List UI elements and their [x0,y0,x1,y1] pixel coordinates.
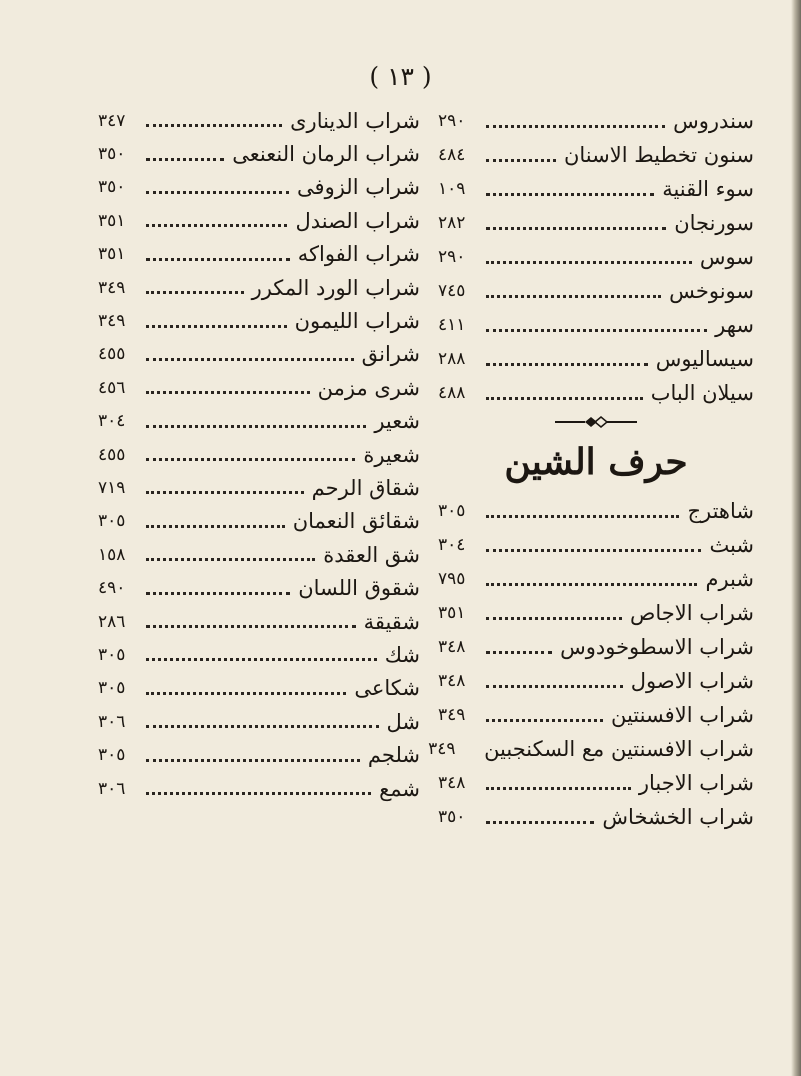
entry-term: سهر [715,313,754,337]
dot-leader [486,583,697,586]
dot-leader [486,617,622,620]
dot-leader [486,159,556,162]
entry-term: شراب الورد المكرر [251,275,420,300]
entry-page-number: ٣٠٥ [438,501,466,521]
index-entry [438,562,754,596]
entry-term: شاهترج [687,499,754,523]
entry-term: سوء القنية [662,177,754,201]
entry-page-number: ٣٤٧ [98,110,126,131]
dot-leader [486,515,679,518]
index-entry [438,528,754,562]
dot-leader [146,291,244,294]
entry-page-number: ٣٥١ [98,210,126,231]
entry-term: شكاعى [354,676,420,701]
dot-leader [146,258,290,261]
index-entry [98,438,420,471]
dot-leader [486,549,701,552]
entry-term: شقوق اللسان [298,576,420,601]
index-column-left [98,104,420,805]
index-entry [438,274,754,308]
index-entry [98,638,420,671]
entry-page-number: ٣٥٠ [98,177,126,198]
entry-page-number: ٤٨٤ [438,145,466,165]
entry-term: سيساليوس [655,347,754,371]
entry-page-number: ٣٤٩ [98,277,126,298]
dot-leader [486,821,594,824]
entry-term: سيلان الباب [650,381,754,405]
entry-term: شراب الدينارى [290,108,420,133]
entry-page-number: ٢٨٦ [98,611,126,632]
entry-page-number: ٤٥٦ [98,377,126,398]
dot-leader [146,592,290,595]
entry-page-number: ٧٤٥ [438,281,466,301]
dot-leader [146,692,346,695]
dot-leader [486,227,666,230]
index-entry [438,138,754,172]
index-entry [438,308,754,342]
entry-page-number: ٣٠٤ [98,411,126,432]
index-entry [98,204,420,237]
index-entry [98,104,420,137]
index-entry [438,630,754,664]
entry-term: شراب الليمون [294,309,420,334]
dot-leader [486,787,631,790]
entry-page-number: ٣٥٠ [438,807,466,827]
dot-leader [146,625,356,628]
dot-leader [486,329,707,332]
entry-page-number: ٣٥١ [98,244,126,265]
index-entry [98,571,420,604]
dot-leader [486,719,603,722]
dot-leader [146,391,310,394]
entry-page-number: ٣٥١ [438,603,466,623]
entry-term: شبرم [705,567,754,591]
entry-page-number: ٣٠٦ [98,711,126,732]
entry-page-number: ١٠٩ [438,179,466,199]
entry-term: شرى مزمن [317,375,420,400]
entry-page-number: ٢٩٠ [438,247,466,267]
page-number: ( ١٣ ) [369,62,432,91]
entry-page-number: ٣٤٨ [438,773,466,793]
entry-page-number: ٣٠٦ [98,778,126,799]
dot-leader [146,358,354,361]
entry-term: شقيقة [363,609,420,634]
index-entry [98,605,420,638]
index-entry [428,732,754,766]
entry-term: شراب الاجبار [638,771,754,795]
dot-leader [146,425,366,428]
entry-term: سنون تخطيط الاسنان [563,143,754,167]
entry-page-number: ٤١١ [438,315,466,335]
dot-leader [486,125,665,128]
dot-leader [486,685,623,688]
index-entry [438,240,754,274]
index-entry [98,738,420,771]
section-heading: حرف الشين [504,441,688,483]
entry-term: شبث [709,533,754,557]
index-entry [438,800,754,834]
entry-page-number: ٤٩٠ [98,578,126,599]
index-entry [438,342,754,376]
entry-term: سندروس [673,109,754,133]
entry-page-number: ٤٥٥ [98,344,126,365]
entry-page-number: ٣٥٠ [98,144,126,165]
index-entry [98,672,420,705]
entry-page-number: ٣٠٥ [98,511,126,532]
entry-term: شراب الافسنتين [610,703,754,727]
index-entry [98,171,420,204]
dot-leader [146,191,289,194]
index-entry [438,104,754,138]
index-entry [98,238,420,271]
index-entry [98,405,420,438]
dot-leader [146,158,224,161]
entry-page-number: ٣٤٨ [438,637,466,657]
entry-term: شراب الاجاص [629,601,754,625]
index-column-right [428,104,754,834]
entry-term: سونوخس [669,279,754,303]
index-entry [98,271,420,304]
index-entry [438,494,754,528]
dot-leader [146,491,304,494]
entry-page-number: ٣٠٥ [98,745,126,766]
index-entry [438,206,754,240]
dot-leader [146,525,285,528]
entry-term: سورنجان [674,211,754,235]
dot-leader [146,725,379,728]
dot-leader [146,658,377,661]
dot-leader [146,458,355,461]
entry-page-number: ٣٤٩ [428,739,456,759]
entry-term: شك [384,642,420,667]
entry-term: شراب الاصول [630,669,754,693]
entry-term: شعيرة [363,442,420,467]
entry-term: شلجم [367,743,420,768]
entry-term: سوس [699,245,754,269]
entry-term: شقاق الرحم [311,475,420,500]
index-entry [98,471,420,504]
entry-page-number: ٣٠٥ [98,678,126,699]
index-entry [98,538,420,571]
entry-term: شمع [379,776,420,801]
entry-page-number: ٣٤٩ [98,311,126,332]
entry-term: شراب الصندل [295,208,420,233]
entry-page-number: ١٥٨ [98,544,126,565]
entry-page-number: ٣٤٨ [438,671,466,691]
entry-page-number: ٤٥٥ [98,444,126,465]
entry-page-number: ٤٨٨ [438,383,466,403]
page-edge-shadow [791,0,801,1076]
dot-leader [146,325,287,328]
index-entry [438,596,754,630]
entry-term: شراب الخشخاش [602,805,754,829]
entry-page-number: ٢٨٨ [438,349,466,369]
entry-page-number: ٧٩٥ [438,569,466,589]
entry-page-number: ٢٩٠ [438,111,466,131]
entry-page-number: ٣٠٤ [438,535,466,555]
entry-term: شق العقدة [323,542,420,567]
entry-term: شقائق النعمان [292,509,420,534]
section-divider-ornament [438,410,754,434]
index-entry [98,304,420,337]
entry-term: شراب الرمان النعنعى [232,142,420,167]
index-entry [98,772,420,805]
index-entry [98,338,420,371]
entry-term: شل [386,709,420,734]
dot-leader [486,261,692,264]
index-entry [438,376,754,410]
entry-page-number: ٢٨٢ [438,213,466,233]
index-entry [438,698,754,732]
index-entry [438,766,754,800]
dot-leader [486,363,648,366]
index-entry [438,664,754,698]
index-entry [98,371,420,404]
index-entry [98,705,420,738]
index-entry [98,505,420,538]
dot-leader [146,792,371,795]
entry-term: شعير [374,409,420,434]
dot-leader [146,224,287,227]
index-entry [98,137,420,170]
dot-leader [486,397,643,400]
entry-term: شراب الاسطوخودوس [560,635,754,659]
entry-term: شراب الفواكه [297,242,420,267]
dot-leader [146,759,360,762]
dot-leader [486,651,552,654]
dot-leader [146,558,315,561]
entry-page-number: ٧١٩ [98,477,126,498]
dot-leader [486,193,654,196]
entry-page-number: ٣٠٥ [98,644,126,665]
entry-page-number: ٣٤٩ [438,705,466,725]
entry-term: شرانق [361,342,420,367]
index-entry [438,172,754,206]
entry-term: شراب الافسنتين مع السكنجبين [484,737,754,761]
entry-term: شراب الزوفى [297,175,420,200]
dot-leader [146,124,282,127]
dot-leader [486,295,661,298]
